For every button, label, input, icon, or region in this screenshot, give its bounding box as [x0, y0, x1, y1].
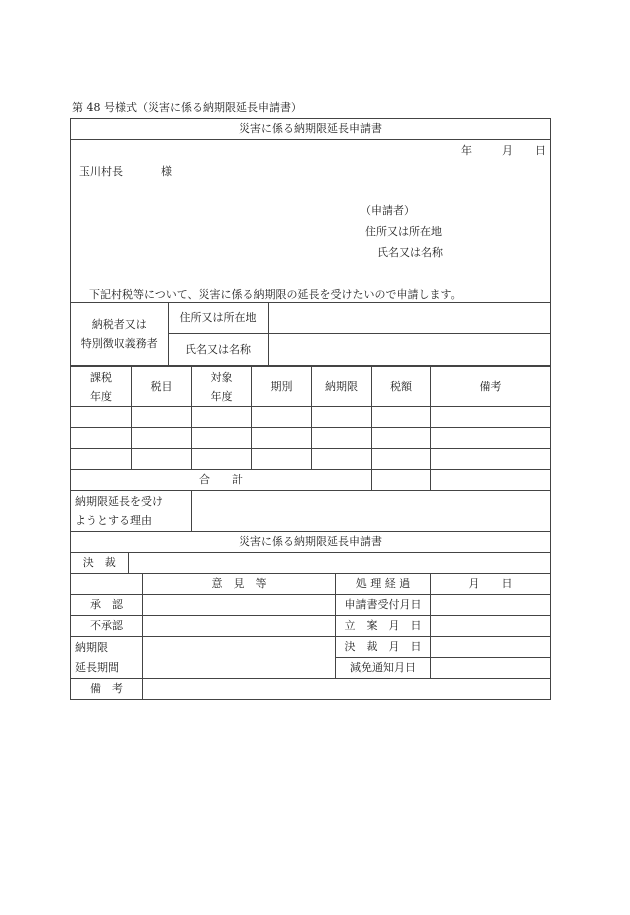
total-remarks[interactable]: [431, 470, 551, 491]
header-remarks: 備考: [431, 367, 551, 407]
approve-opinion[interactable]: [143, 595, 336, 616]
opinion-header: 意 見 等: [143, 574, 336, 595]
disapprove-opinion[interactable]: [143, 616, 336, 637]
taxpayer-label: 納税者又は 特別徴収義務者: [71, 303, 168, 366]
addressee-name: 玉川村長: [79, 165, 123, 178]
applicant-label: （申請者）: [360, 204, 415, 217]
taxpayer-name-value[interactable]: [268, 334, 550, 366]
received-label: 申請書受付月日: [336, 595, 431, 616]
extension-period-value[interactable]: [143, 637, 336, 679]
applicant-name-label: 氏名又は名称: [377, 246, 443, 259]
decision-row: [71, 553, 551, 573]
month-day-header: 月 日: [431, 574, 551, 595]
header-tax-year: 課税 年度: [71, 367, 132, 407]
office-corner: [71, 574, 143, 595]
process-header: 処 理 経 過: [336, 574, 431, 595]
form-title: 災害に係る納期限延長申請書: [71, 119, 551, 140]
taxpayer-address-label: 住所又は所在地: [168, 303, 268, 334]
addressee-honorific: 様: [161, 165, 172, 178]
taxpayer-table: [71, 303, 550, 366]
office-title: 災害に係る納期限延長申請書: [71, 532, 551, 553]
date-month: 月: [502, 144, 513, 157]
decided-date[interactable]: [431, 637, 551, 658]
taxpayer-address-value[interactable]: [268, 303, 550, 334]
date-year: 年: [461, 144, 472, 157]
reason-label: 納期限延長を受け ようとする理由: [71, 491, 192, 532]
header-tax-amount: 税額: [372, 367, 431, 407]
taxpayer-name-label: 氏名又は名称: [168, 334, 268, 366]
drafted-date[interactable]: [431, 616, 551, 637]
office-section: [70, 531, 551, 700]
reason-value[interactable]: [192, 491, 551, 532]
drafted-label: 立 案 月 日: [336, 616, 431, 637]
header-period: 期別: [252, 367, 312, 407]
header-tax-item: 税目: [132, 367, 192, 407]
received-date[interactable]: [431, 595, 551, 616]
remarks-label: 備 考: [71, 679, 143, 700]
total-label: 合 計: [71, 470, 372, 491]
application-body: [71, 140, 551, 303]
disapprove-label: 不承認: [71, 616, 143, 637]
extension-period-label: 納期限 延長期間: [71, 637, 143, 679]
header-due-date: 納期限: [312, 367, 372, 407]
table-row: [71, 449, 551, 470]
notified-date[interactable]: [431, 658, 551, 679]
total-amount[interactable]: [372, 470, 431, 491]
decision-label: 決 裁: [71, 553, 128, 573]
request-text: 下記村税等について、災害に係る納期限の延長を受けたいので申請します。: [89, 288, 462, 301]
application-form: [70, 118, 551, 532]
approve-label: 承 認: [71, 595, 143, 616]
decision-value[interactable]: [128, 553, 551, 573]
table-row: [71, 407, 551, 428]
notified-label: 減免通知月日: [336, 658, 431, 679]
form-number: 第 48 号様式（災害に係る納期限延長申請書）: [72, 101, 302, 114]
table-row: [71, 428, 551, 449]
applicant-address-label: 住所又は所在地: [365, 225, 442, 238]
date-day: 日: [535, 144, 546, 157]
remarks-value[interactable]: [143, 679, 551, 700]
header-target-year: 対象 年度: [192, 367, 252, 407]
decided-label: 決 裁 月 日: [336, 637, 431, 658]
